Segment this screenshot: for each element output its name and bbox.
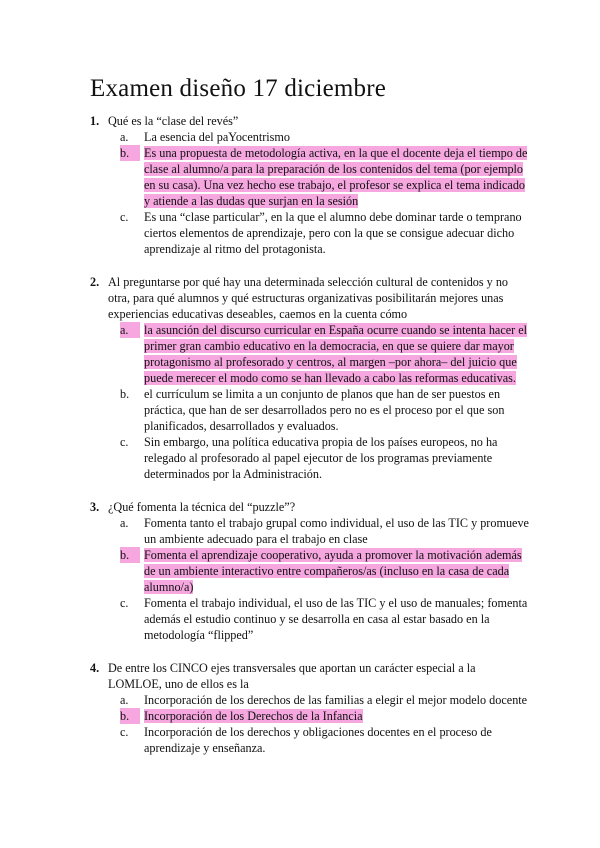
option-a — [120, 515, 530, 547]
option-letter: b. — [120, 145, 140, 161]
question-text: Al preguntarse por qué hay una determinada selección cultural de contenidos y no otra, para qué alumnos y qué estructuras organizativas posibilitarán mejores unas experiencias educativas deseables, caemos en la cuenta cómo — [108, 275, 509, 321]
option-b — [120, 386, 530, 434]
option-text: Incorporación de los derechos de las familias a elegir el mejor modelo docente — [144, 693, 528, 707]
option-letter: a. — [120, 693, 129, 707]
option-text: Fomenta tanto el trabajo grupal como individual, el uso de las TIC y promueve un ambiente adecuado para el trabajo en clase — [144, 516, 529, 546]
option-list — [120, 692, 530, 756]
option-list — [120, 322, 530, 482]
question-text: ¿Qué fomenta la técnica del “puzzle”? — [108, 500, 296, 514]
option-letter: b. — [120, 708, 140, 724]
option-letter: a. — [120, 130, 129, 144]
option-a — [120, 129, 530, 145]
option-text: Es una propuesta de metodología activa, en la que el docente deja el tiempo de clase al alumno/a para la preparación de los contenidos del tema (por ejemplo en su casa). Una vez hecho ese trabajo, el profesor se explica el tema indicado y atiende a las dudas que surjan en la sesión — [144, 146, 528, 208]
option-letter: c. — [120, 210, 129, 224]
option-c — [120, 595, 530, 643]
document-title: Examen diseño 17 diciembre — [90, 75, 387, 102]
option-c — [120, 434, 530, 482]
question-2 — [90, 274, 530, 482]
option-letter: c. — [120, 435, 129, 449]
option-b-highlighted — [120, 547, 530, 595]
question-number: 4. — [90, 661, 100, 675]
option-letter: b. — [120, 547, 140, 563]
option-letter: a. — [120, 516, 129, 530]
option-list — [120, 515, 530, 643]
question-number: 2. — [90, 275, 100, 289]
option-b-highlighted — [120, 145, 530, 209]
option-text: el currículum se limita a un conjunto de planos que han de ser puestos en práctica, que han de ser desarrollados pero no es el proceso por el que son planificados, desarrollados y evaluados. — [144, 387, 505, 433]
question-3 — [90, 499, 530, 643]
option-list — [120, 129, 530, 257]
option-text: Incorporación de los Derechos de la Infancia — [144, 709, 363, 723]
option-text: Fomenta el aprendizaje cooperativo, ayuda a promover la motivación además de un ambiente interactivo entre compañeros/as (incluso en la casa de cada alumno/a) — [144, 548, 522, 594]
question-list — [90, 113, 530, 756]
question-number: 1. — [90, 114, 100, 128]
question-4 — [90, 660, 530, 756]
option-b-highlighted — [120, 708, 530, 724]
option-letter: b. — [120, 387, 130, 401]
option-a — [120, 692, 530, 708]
option-c — [120, 724, 530, 756]
option-text: la asunción del discurso curricular en España ocurre cuando se intenta hacer el primer gran cambio educativo en la democracia, en que se quiere dar mayor protagonismo al profesorado y centros, al margen –por ahora– del juicio que puede merecer el modo como se han llevado a cabo las reformas educativas. — [144, 323, 528, 385]
option-letter: c. — [120, 725, 129, 739]
question-text: Qué es la “clase del revés” — [108, 114, 239, 128]
question-number: 3. — [90, 500, 100, 514]
option-letter: c. — [120, 596, 129, 610]
option-c — [120, 209, 530, 257]
option-text: Es una “clase particular”, en la que el alumno debe dominar tarde o temprano ciertos elementos de aprendizaje, pero con la que se consigue adecuar dicho aprendizaje al ritmo del protagonista. — [144, 210, 522, 256]
option-a-highlighted — [120, 322, 530, 386]
option-text: Sin embargo, una política educativa propia de los países europeos, no ha relegado al profesorado al papel ejecutor de los programas previamente determinados por la Administración. — [144, 435, 498, 481]
question-text: De entre los CINCO ejes transversales que aportan un carácter especial a la LOMLOE, uno de ellos es la — [108, 661, 476, 691]
option-text: Fomenta el trabajo individual, el uso de las TIC y el uso de manuales; fomenta además el estudio continuo y se desarrolla en casa al estar basado en la metodología “flipped” — [144, 596, 528, 642]
option-text: La esencia del paYocentrismo — [144, 130, 290, 144]
option-text: Incorporación de los derechos y obligaciones docentes en el proceso de aprendizaje y enseñanza. — [144, 725, 492, 755]
question-1 — [90, 113, 530, 257]
option-letter: a. — [120, 322, 140, 338]
